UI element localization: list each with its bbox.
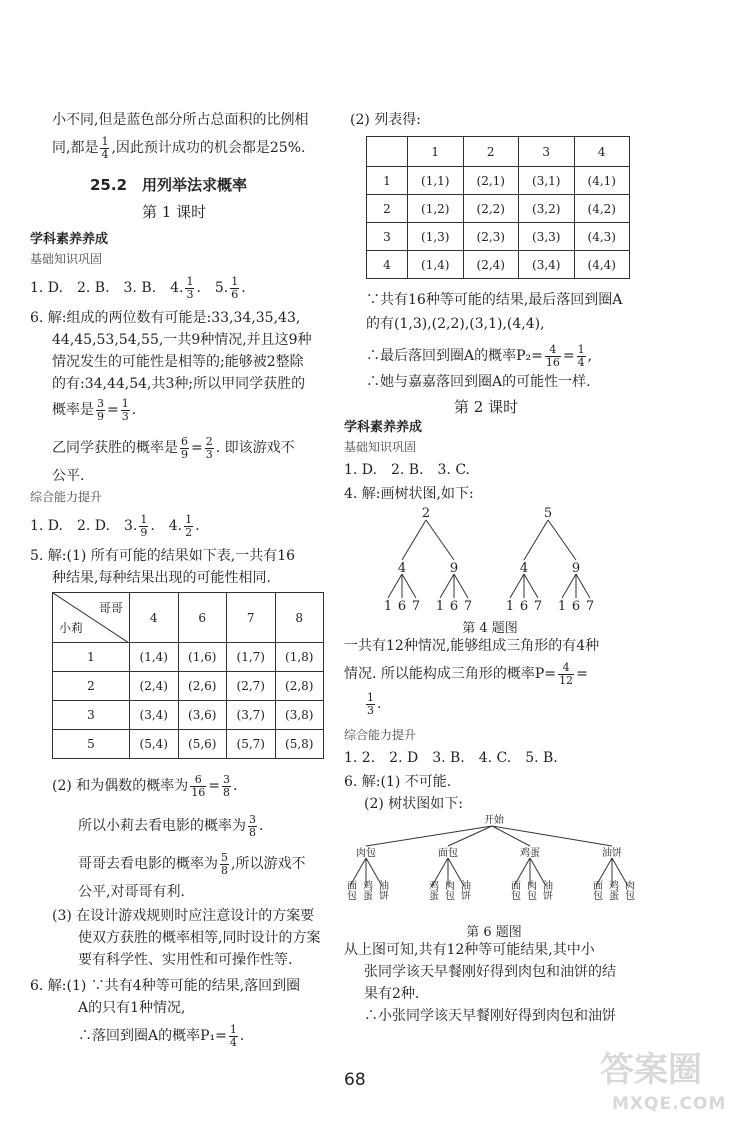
corner-bottom-label: 小莉	[59, 621, 84, 635]
tree-leaf: 7	[585, 599, 595, 614]
table-cell: (4,4)	[574, 251, 630, 279]
lesson2-title: 第 2 课时	[454, 398, 519, 416]
table-cell: (1,3)	[408, 223, 464, 251]
q6b-line-1: 6. 解:(1) ∵共有4种等可能的结果,落回到圈	[30, 978, 301, 994]
table-cell: (1,4)	[130, 643, 179, 672]
table-cell: (2,4)	[463, 251, 519, 279]
tree-node: 鸡蛋	[520, 848, 540, 859]
conclusion-line-1: 从上图可知,共有12种等可能结果,其中小	[344, 942, 595, 958]
tree-node: 面包	[438, 848, 458, 859]
tree-leaf: 面包	[508, 880, 520, 900]
row-header: 3	[53, 701, 130, 730]
heading-literacy: 学科素养养成	[30, 232, 109, 247]
watermark-logo: 答案圈	[600, 1050, 702, 1090]
table-cell: (2,3)	[463, 223, 519, 251]
col-header: 7	[227, 593, 276, 643]
intro-line-2: 同,都是 $\frac{1}{4}$ ,因此预计成功的机会都是25%.	[52, 135, 306, 161]
col-header: 2	[463, 137, 519, 167]
tree-leaf: 7	[533, 599, 543, 614]
table-row	[53, 643, 324, 672]
q4-result-line-3: $\frac{1}{3}$ .	[367, 691, 382, 717]
table-cell: (3,2)	[519, 195, 575, 223]
q6-line-2: 44,45,53,54,55,一共9种情况,并且这9种	[52, 332, 312, 348]
tree-node: 4	[519, 561, 529, 576]
tree-leaf: 肉包	[622, 880, 634, 900]
q5-part3-line-3: 要有科学性、实用性和可操作性等.	[78, 952, 293, 968]
q5-part2-line-3: 哥哥去看电影的概率为 $\frac{5}{8}$ ,所以游戏不	[78, 851, 306, 877]
q6-line-3: 情况发生的可能性是相等的;能够被2整除	[52, 354, 304, 370]
tree-leaf: 油饼	[376, 880, 388, 900]
subheading-advanced-2: 综合能力提升	[344, 728, 417, 742]
table-row	[367, 223, 630, 251]
table-cell: (2,7)	[227, 672, 276, 701]
row-header: 2	[53, 672, 130, 701]
subheading-basics: 基础知识巩固	[30, 252, 103, 266]
figure-caption: 第 4 题图	[462, 621, 518, 636]
tree-leaf: 1	[435, 599, 445, 614]
table-row	[53, 672, 324, 701]
q6-line-5: 概率是 $\frac{3}{9}$ = $\frac{1}{3}$ .	[52, 397, 137, 423]
table-cell: (2,2)	[463, 195, 519, 223]
tree-leaf: 6	[571, 599, 581, 614]
answers-basic-2: 1. D. 2. B. 3. C.	[344, 462, 470, 478]
tree-leaf: 7	[411, 599, 421, 614]
col-header: 1	[408, 137, 464, 167]
table-cell: (4,2)	[574, 195, 630, 223]
lesson-title: 第 1 课时	[142, 203, 207, 221]
table-cell: (1,2)	[408, 195, 464, 223]
tree-diagram-4	[370, 504, 630, 636]
right-line-2: 的有(1,3),(2,2),(3,1),(4,4),	[366, 316, 545, 332]
watermark-url: MXQE.COM	[612, 1094, 727, 1114]
q4-result-line-1: 一共有12种情况,能够组成三角形的有4种	[344, 638, 600, 654]
tree-leaf: 油饼	[458, 880, 470, 900]
q5-line-2: 种结果,每种结果出现的可能性相同.	[52, 570, 271, 586]
table-cell: (1,4)	[408, 251, 464, 279]
q6b-line-3: ∴落回到圈A的概率P₁= $\frac{1}{4}$ .	[78, 1023, 245, 1049]
q6-line-6: 乙同学获胜的概率是 $\frac{6}{9}$ = $\frac{2}{3}$ . 即该游戏不	[52, 435, 295, 461]
tree-leaf: 7	[463, 599, 473, 614]
table-cell: (2,6)	[178, 672, 227, 701]
results-table-2	[366, 136, 630, 279]
table-cell: (1,6)	[178, 643, 227, 672]
tree-leaf: 6	[449, 599, 459, 614]
heading-literacy-2: 学科素养养成	[344, 420, 423, 435]
tree-leaf: 肉包	[524, 880, 536, 900]
tree-node: 4	[397, 561, 407, 576]
row-header: 5	[53, 730, 130, 759]
tree-node: 9	[571, 561, 581, 576]
q5-line-1: 5. 解:(1) 所有可能的结果如下表,一共有16	[30, 548, 296, 564]
q6-line-1: 6. 解:组成的两位数有可能是:33,34,35,43,	[30, 310, 301, 326]
table-row	[53, 701, 324, 730]
answers-advanced: 1. D. 2. D. 3. $\frac{1}{9}$ . 4. $\frac{1}{2}$ .	[30, 513, 200, 539]
q5-part2-line-1: (2) 和为偶数的概率为 $\frac{6}{16}$ = $\frac{3}{8}$ .	[52, 773, 238, 799]
right-line-4: ∴她与嘉嘉落回到圈A的可能性一样.	[366, 374, 591, 390]
table-row	[367, 195, 630, 223]
tree-node: 油饼	[602, 848, 622, 859]
tree-leaf: 1	[383, 599, 393, 614]
col-header: 4	[130, 593, 179, 643]
table-cell: (3,1)	[519, 167, 575, 195]
tree-leaf: 肉包	[442, 880, 454, 900]
tree-root: 5	[543, 506, 553, 521]
table-cell: (3,8)	[275, 701, 324, 730]
fraction: $\frac{1}{4}$	[101, 135, 109, 161]
table-cell: (4,3)	[574, 223, 630, 251]
table-cell: (3,4)	[130, 701, 179, 730]
q5-part3-line-2: 使双方获胜的概率相等,同时设计的方案	[78, 930, 321, 946]
table-corner	[367, 137, 408, 167]
page-number: 68	[344, 1070, 366, 1090]
row-header: 1	[53, 643, 130, 672]
answers-basic: 1. D. 2. B. 3. B. 4. $\frac{1}{3}$ . 5. $\frac{1}{6}$ .	[30, 275, 246, 301]
answers-advanced-2: 1. 2. 2. D 3. B. 4. C. 5. B.	[344, 750, 558, 766]
tree-root: 2	[421, 506, 431, 521]
intro-line-1: 小不同,但是蓝色部分所占总面积的比例相	[52, 112, 309, 128]
tree-leaf: 油饼	[540, 880, 552, 900]
tree-leaf: 面包	[590, 880, 602, 900]
table-cell: (2,8)	[275, 672, 324, 701]
col-header: 8	[275, 593, 324, 643]
table-row	[367, 251, 630, 279]
q4-line: 4. 解:画树状图,如下:	[344, 486, 474, 502]
q5-part2-line-2: 所以小莉去看电影的概率为 $\frac{3}{8}$ .	[78, 813, 264, 839]
table-cell: (5,6)	[178, 730, 227, 759]
table-cell: (1,1)	[408, 167, 464, 195]
section-title: 25.2 用列举法求概率	[90, 176, 248, 194]
tree-leaf: 鸡蛋	[426, 880, 438, 900]
q5-part2-line-4: 公平,对哥哥有利.	[78, 884, 185, 900]
col-header: 3	[519, 137, 575, 167]
figure-caption: 第 6 题图	[466, 925, 522, 938]
right-line-3: ∴最后落回到圈A的概率P₂= $\frac{4}{16}$ = $\frac{1}{4}$ ,	[366, 343, 593, 369]
row-header: 1	[367, 167, 408, 195]
q6-line-7: 公平.	[52, 468, 85, 484]
col-header: 4	[574, 137, 630, 167]
tree-leaf: 面包	[344, 880, 356, 900]
row-header: 2	[367, 195, 408, 223]
tree-diagram-6	[344, 812, 644, 938]
table-cell: (3,7)	[227, 701, 276, 730]
tree-leaf: 1	[557, 599, 567, 614]
tree-root: 开始	[484, 815, 504, 826]
tree-node: 肉包	[356, 848, 376, 859]
table-cell: (3,4)	[519, 251, 575, 279]
table-row	[367, 167, 630, 195]
table-cell: (5,4)	[130, 730, 179, 759]
conclusion-line-4: ∴小张同学该天早餐刚好得到肉包和油饼	[364, 1008, 616, 1024]
tree-leaf: 6	[519, 599, 529, 614]
table-cell: (2,4)	[130, 672, 179, 701]
right-line-1: ∵共有16种等可能的结果,最后落回到圈A	[366, 292, 623, 308]
table-cell: (3,3)	[519, 223, 575, 251]
row-header: 3	[367, 223, 408, 251]
tree-leaf: 1	[505, 599, 515, 614]
table-cell: (4,1)	[574, 167, 630, 195]
tree-node: 9	[449, 561, 459, 576]
table-row	[53, 730, 324, 759]
list-title: (2) 列表得:	[350, 112, 421, 128]
table-cell: (1,8)	[275, 643, 324, 672]
q4-result-line-2: 情况. 所以能构成三角形的概率P= $\frac{4}{12}$ =	[344, 661, 588, 687]
table-cell: (5,8)	[275, 730, 324, 759]
conclusion-line-3: 果有2种.	[364, 986, 420, 1002]
q5-part3-line-1: (3) 在设计游戏规则时应注意设计的方案要	[52, 908, 315, 924]
corner-top-label: 哥哥	[98, 601, 123, 615]
subheading-advanced: 综合能力提升	[30, 490, 103, 504]
table-cell: (2,1)	[463, 167, 519, 195]
table-cell: (1,7)	[227, 643, 276, 672]
tree-leaf: 鸡蛋	[360, 880, 372, 900]
table-corner	[53, 593, 130, 643]
q6-right-line-2: (2) 树状图如下:	[364, 796, 463, 812]
row-header: 4	[367, 251, 408, 279]
q6b-line-2: A的只有1种情况,	[78, 1000, 186, 1016]
subheading-basics-2: 基础知识巩固	[344, 440, 417, 454]
table-cell: (5,7)	[227, 730, 276, 759]
tree-leaf: 6	[397, 599, 407, 614]
results-table-1	[52, 592, 324, 759]
table-cell: (3,6)	[178, 701, 227, 730]
q6-right-line-1: 6. 解:(1) 不可能.	[344, 774, 452, 790]
col-header: 6	[178, 593, 227, 643]
conclusion-line-2: 张同学该天早餐刚好得到肉包和油饼的结	[364, 964, 616, 980]
tree-leaf: 鸡蛋	[606, 880, 618, 900]
q6-line-4: 的有:34,44,54,共3种;所以甲同学获胜的	[52, 376, 306, 392]
